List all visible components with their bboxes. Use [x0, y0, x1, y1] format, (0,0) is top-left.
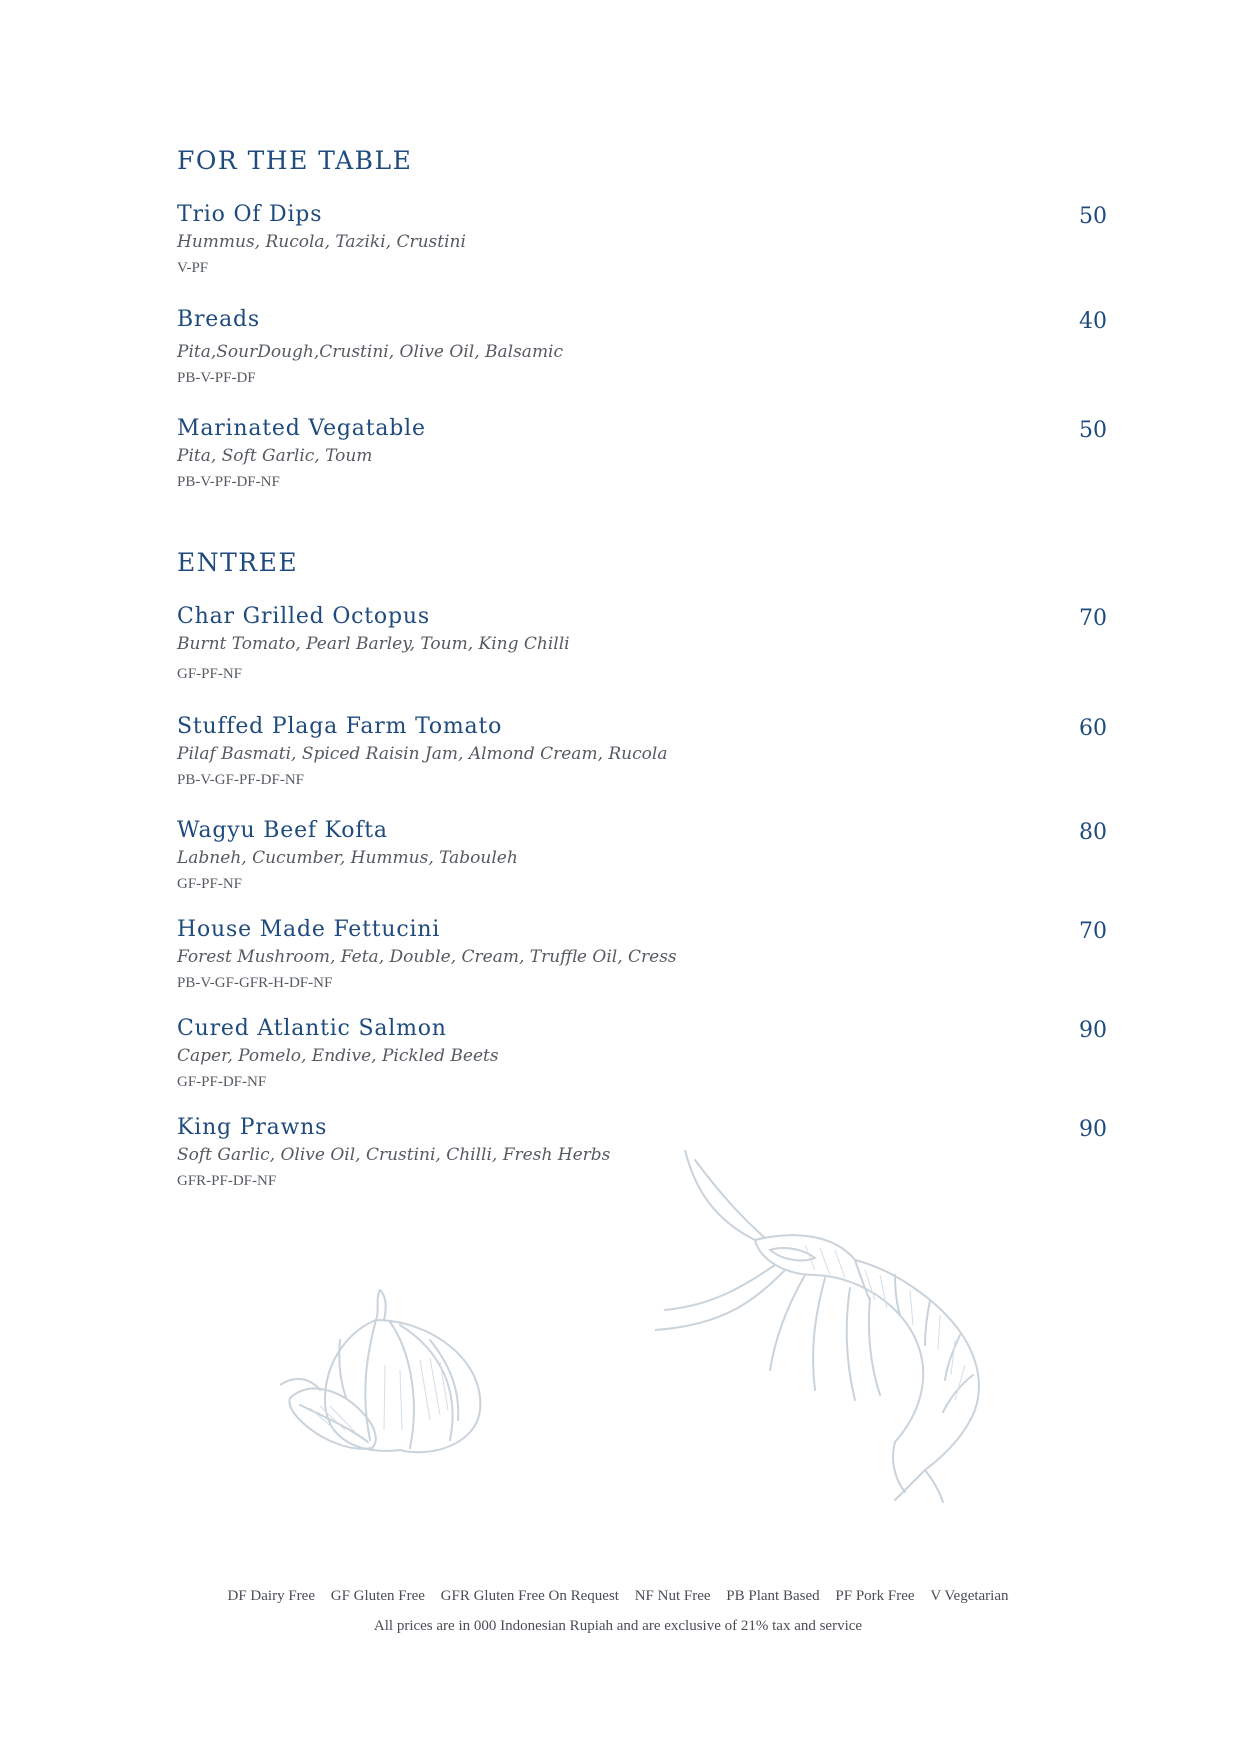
- section-title-for-the-table: FOR THE TABLE: [177, 146, 413, 175]
- garlic-illustration: [280, 1280, 495, 1460]
- item-dietary-tags: GFR-PF-DF-NF: [177, 1173, 277, 1189]
- legend-item: GFR Gluten Free On Request: [440, 1588, 619, 1604]
- item-price: 70: [1079, 606, 1107, 631]
- legend-item: V Vegetarian: [930, 1588, 1009, 1604]
- item-description: Pita, Soft Garlic, Toum: [177, 446, 373, 466]
- item-name: Breads: [177, 307, 260, 332]
- legend-item: PB Plant Based: [726, 1588, 820, 1604]
- item-name: King Prawns: [177, 1115, 328, 1140]
- item-description: Labneh, Cucumber, Hummus, Tabouleh: [177, 848, 518, 868]
- legend-item: GF Gluten Free: [330, 1588, 425, 1604]
- item-price: 40: [1079, 309, 1107, 334]
- item-dietary-tags: GF-PF-NF: [177, 876, 243, 892]
- item-dietary-tags: V-PF: [177, 260, 209, 276]
- item-description: Hummus, Rucola, Taziki, Crustini: [177, 232, 466, 252]
- item-description: Pilaf Basmati, Spiced Raisin Jam, Almond Cream, Rucola: [177, 744, 668, 764]
- price-note: All prices are in 000 Indonesian Rupiah and are exclusive of 21% tax and service: [373, 1618, 863, 1634]
- menu-item-stuffed-plaga-farm-tomato: [177, 714, 1107, 794]
- item-description: Caper, Pomelo, Endive, Pickled Beets: [177, 1046, 499, 1066]
- item-dietary-tags: GF-PF-DF-NF: [177, 1074, 267, 1090]
- item-price: 50: [1079, 418, 1107, 443]
- item-dietary-tags: GF-PF-NF: [177, 666, 243, 682]
- legend-item: PF Pork Free: [835, 1588, 915, 1604]
- legend-item: NF Nut Free: [634, 1588, 711, 1604]
- item-price: 50: [1079, 204, 1107, 229]
- item-dietary-tags: PB-V-GF-PF-DF-NF: [177, 772, 304, 788]
- item-name: Marinated Vegatable: [177, 416, 426, 441]
- item-name: Char Grilled Octopus: [177, 604, 430, 629]
- legend-item: DF Dairy Free: [227, 1588, 315, 1604]
- item-name: House Made Fettucini: [177, 917, 441, 942]
- menu-item-cured-atlantic-salmon: [177, 1016, 1107, 1096]
- item-name: Wagyu Beef Kofta: [177, 818, 388, 843]
- section-title-entree: ENTREE: [177, 548, 299, 577]
- menu-item-marinated-vegatable: [177, 416, 1107, 496]
- item-description: Pita,SourDough,Crustini, Olive Oil, Balsamic: [177, 342, 564, 362]
- item-dietary-tags: PB-V-PF-DF-NF: [177, 474, 280, 490]
- item-name: Cured Atlantic Salmon: [177, 1016, 447, 1041]
- item-dietary-tags: PB-V-PF-DF: [177, 370, 256, 386]
- item-name: Trio Of Dips: [177, 202, 323, 227]
- item-dietary-tags: PB-V-GF-GFR-H-DF-NF: [177, 975, 333, 991]
- prawn-illustration: [655, 1150, 1085, 1505]
- item-price: 70: [1079, 919, 1107, 944]
- item-description: Forest Mushroom, Feta, Double, Cream, Truffle Oil, Cress: [177, 947, 677, 967]
- item-price: 90: [1079, 1018, 1107, 1043]
- menu-item-char-grilled-octopus: [177, 604, 1107, 684]
- item-price: 90: [1079, 1117, 1107, 1142]
- item-description: Soft Garlic, Olive Oil, Crustini, Chilli, Fresh Herbs: [177, 1145, 611, 1165]
- item-description: Burnt Tomato, Pearl Barley, Toum, King Chilli: [177, 634, 570, 654]
- item-price: 60: [1079, 716, 1107, 741]
- dietary-legend: [0, 1588, 1236, 1605]
- menu-item-trio-of-dips: [177, 202, 1107, 282]
- menu-item-house-made-fettucini: [177, 917, 1107, 997]
- menu-item-breads: [177, 307, 1107, 387]
- item-price: 80: [1079, 820, 1107, 845]
- menu-item-wagyu-beef-kofta: [177, 818, 1107, 898]
- item-name: Stuffed Plaga Farm Tomato: [177, 714, 503, 739]
